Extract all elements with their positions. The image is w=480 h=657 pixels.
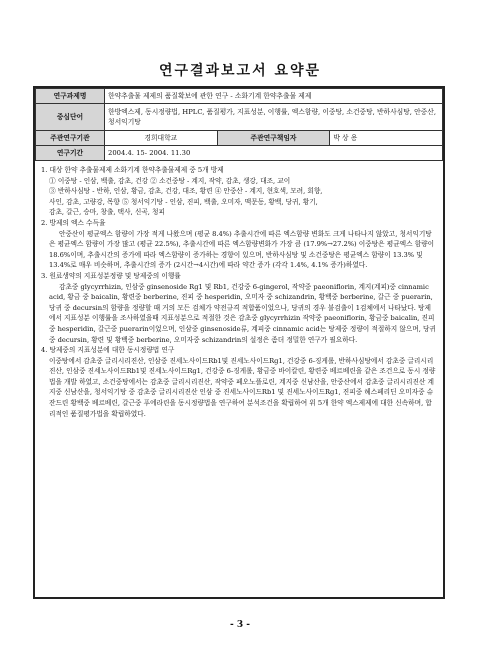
section-3-paragraph: 감초중 glycyrrhizin, 인삼중 ginsenoside Rg1 및 Rb1, 건강중 6-gingerol, 작약중 paeoniflorin, 계지(계피)중 cinnamic acid, 황금 중 baicalin, 황련중 berberine, 진피 중 hesperidin, 오미자 중 schizandrin, 황백중 berberine, 갈근 중 puerarin, 당귀 중 decursin의 함량을 정량할 때 거의 모든 검체가 약전규격 적합품이었으나, 당귀의 경우 불검출이 1검체에서 나타났다. 탕제에서 지표성분 이행률을 조사하였을때 지표성분으로 적절한 것은 감초중 glycyrrhizin 작약중 paeoniflorin, 황금중 baicalin, 진피중 hesperidin, 갈근중 puerarin이었으며, 인삼중 ginsenoside류, 계피중 cinnamic acid는 탕제중 정량이 적절하지 않으며, 당귀중 decursin, 황련 및 황백중 berberine, 오미자중 schizandrin의 설정은 좀더 정밀한 연구가 필요하다. — [49, 282, 436, 344]
section-4-paragraph: 이중탕에서 감초중 글리시리진산, 인삼중 진세노사이드Rb1및 진세노사이드Rg1, 건강중 6-징게롤, 반하사심탕에서 감초중 글리시리진산, 인삼중 진세노사이드Rb1및 진세노사이드Rg1, 건강중 6-징게롤, 황금중 바이칼린, 황련중 베르베린을 같은 조건으로 동시 정량법을 개발 하였고, 소건중탕에서는 감초중 글리시리진산, 작약중 페오노플로린, 계지중 신남산을, 안중산에서 감초중 글리시리진산 계지중 신남산을, 청서익기탕 중 감초중 글리시리진산 인삼 중 진세노사이드Rb1 및 진세노사이드Rg1, 진피중 헤스페리딘 오미자중 슈잔드린 황백중 베르베린, 갈근중 푸에라린을 동시정량법을 연구하여 분석조건을 확립하여 위 5개 한약 엑스제제에 대한 신속하며, 합리적인 품질평가법을 확립하였다. — [49, 356, 436, 418]
keywords-label: 중심단어 — [36, 104, 105, 131]
section-3-heading: 3. 원료생약의 지표성분정량 및 탕제중의 이행률 — [41, 271, 181, 280]
pi-value: 박 상 용 — [330, 131, 443, 146]
section-2-heading: 2. 방제의 엑스 수득율 — [41, 218, 106, 227]
project-label: 연구과제명 — [36, 89, 105, 104]
period-label: 연구기간 — [36, 146, 105, 161]
page-title: 연구결과보고서 요약문 — [158, 63, 322, 79]
keywords-value: 한방엑스제, 동시정량법, HPLC, 품질평가, 지표성분, 이행률, 엑스함량, 이중탕, 소건중탕, 반하사심탕, 안중산, 청서익기탕 — [105, 104, 443, 131]
org-value: 경희대학교 — [105, 131, 218, 146]
section-1-heading: 1. 대상 한약 추출물제제 소화기계 한약추출물제제 중 5개 방제 — [41, 166, 224, 174]
section-1-line: 감초, 갈근, 승마, 창출, 택사, 신곡, 청피 — [49, 208, 165, 217]
pi-label: 주관연구책임자 — [217, 131, 330, 146]
page-number: - 3 - — [230, 620, 250, 630]
summary-body — [35, 161, 443, 419]
meta-table — [35, 88, 443, 161]
section-1-line: ③ 반하사심탕 - 반하, 인삼, 황금, 감초, 건강, 대조, 황련 ④ 안중산 - 계지, 현호색, 모려, 회향, — [49, 187, 323, 196]
section-1-line: 사인, 감초, 고량강, 목향 ⑤ 청서익기탕 - 인삼, 진피, 백출, 오미자, 맥문동, 황백, 당귀, 황기, — [49, 197, 318, 206]
project-value: 한약추출물 제제의 품질확보에 관한 연구 - 소화기계 한약추출물 제제 — [105, 89, 443, 104]
org-label: 주관연구기관 — [36, 131, 105, 146]
period-value: 2004.4. 15- 2004. 11.30 — [105, 146, 443, 161]
summary-box — [33, 86, 445, 599]
section-2-paragraph: 안중산이 평균엑스 함량이 가장 적게 나왔으며 (평균 8.4%) 추출시간에 따른 엑스함량 변화도 크게 나타나지 않았고, 청서익기탕은 평균엑스 함량이 가장 많고 (평균 22.5%), 추출시간에 따른 엑스함량변화가 가장 큼 (17.9%→27.2%) 이중탕은 평균엑스 함량이 18.6%이며, 추출시간의 증가에 따라 엑스함량이 증가하는 경향이 있으며, 반하사심탕 및 소건중탕은 평균엑스 함량이 13.3% 및 13.4%로 매우 비슷하며, 추출시간의 증가 (2시간→4시간)에 따라 약간 증가 (각각 1.4%, 4.1% 증가)하였다. — [49, 229, 435, 270]
section-4-heading: 4. 탕제중의 지표성분에 대한 동시정량법 연구 — [41, 346, 175, 355]
section-1-line: ① 이중탕 - 인삼, 백출, 감초, 건강 ② 소건중탕 - 계지, 작약, 감초, 생강, 대조, 교이 — [49, 176, 291, 185]
